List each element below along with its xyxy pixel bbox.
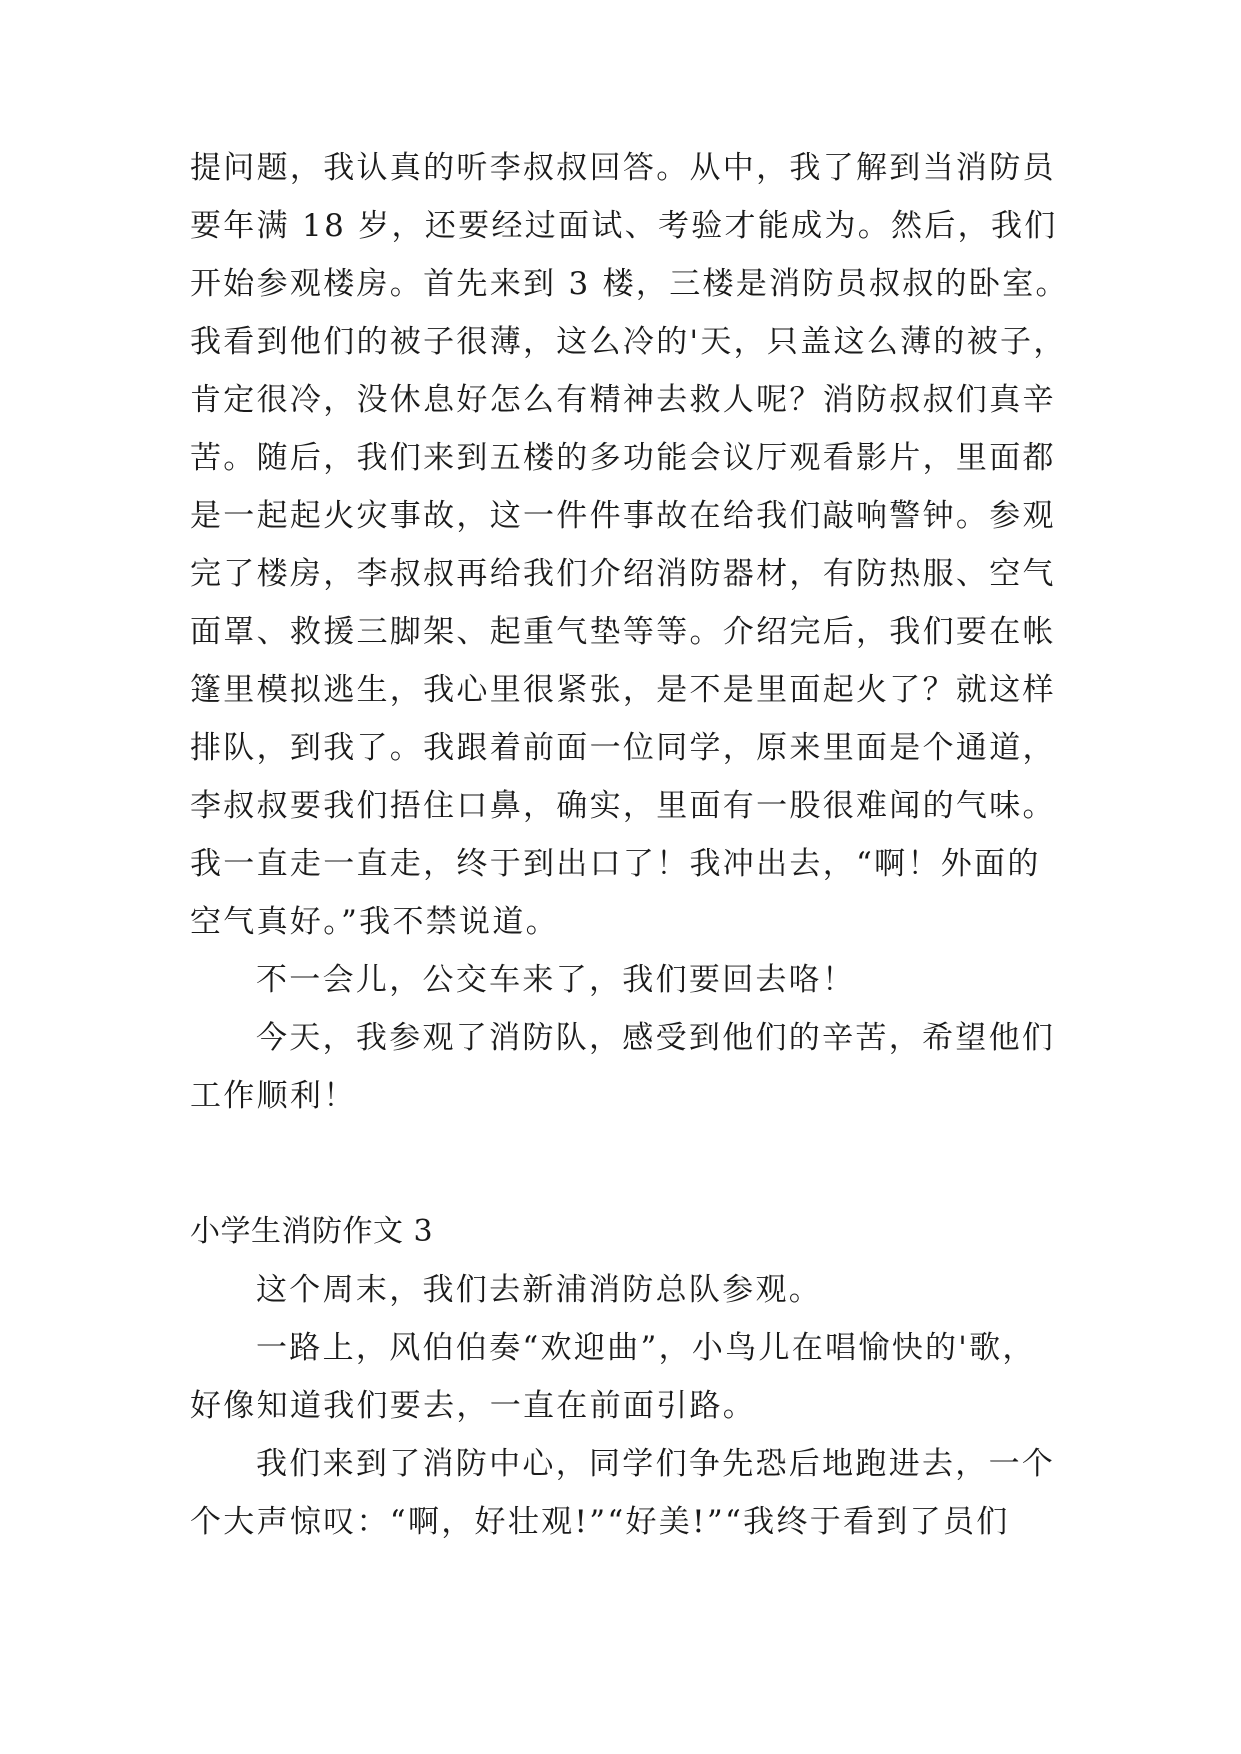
essay3-paragraph3-line2: 个大声惊叹：“啊，好壮观!”“好美!”“我终于看到了员们 [190, 1504, 1010, 1540]
body-text-line: 篷里模拟逃生，我心里很紧张，是不是里面起火了？就这样 [190, 672, 1056, 708]
body-text-line: 李叔叔要我们捂住口鼻，确实，里面有一股很难闻的气味。 [190, 788, 1056, 824]
essay3-paragraph2-line1: 一路上，风伯伯奏“欢迎曲”，小鸟儿在唱愉快的'歌， [256, 1330, 1036, 1366]
body-text-line: 排队，到我了。我跟着前面一位同学，原来里面是个通道， [190, 730, 1056, 766]
paragraph-bus: 不一会儿，公交车来了，我们要回去咯！ [256, 962, 856, 998]
essay3-paragraph2-line2: 好像知道我们要去，一直在前面引路。 [190, 1388, 757, 1424]
body-text-line: 提问题，我认真的听李叔叔回答。从中，我了解到当消防员 [190, 150, 1056, 186]
body-text-line: 开始参观楼房。首先来到 3 楼，三楼是消防员叔叔的卧室。 [190, 266, 1069, 302]
body-text-line: 肯定很冷，没休息好怎么有精神去救人呢？消防叔叔们真辛 [190, 382, 1056, 418]
body-text-line: 空气真好。”我不禁说道。 [190, 904, 559, 940]
paragraph-today-line1: 今天，我参观了消防队，感受到他们的辛苦，希望他们 [256, 1020, 1056, 1056]
body-text-line: 是一起起火灾事故，这一件件事故在给我们敲响警钟。参观 [190, 498, 1056, 534]
essay-title: 小学生消防作文 3 [190, 1214, 434, 1249]
body-text-line: 苦。随后，我们来到五楼的多功能会议厅观看影片，里面都 [190, 440, 1056, 476]
body-text-line: 我看到他们的被子很薄，这么冷的'天，只盖这么薄的被子， [190, 324, 1067, 360]
body-text-line: 完了楼房，李叔叔再给我们介绍消防器材，有防热服、空气 [190, 556, 1056, 592]
body-text-line: 面罩、救援三脚架、起重气垫等等。介绍完后，我们要在帐 [190, 614, 1056, 650]
essay3-paragraph1: 这个周末，我们去新浦消防总队参观。 [256, 1272, 823, 1308]
body-text-line: 要年满 18 岁，还要经过面试、考验才能成为。然后，我们 [190, 208, 1058, 244]
paragraph-today-line2: 工作顺利！ [190, 1078, 357, 1114]
essay3-paragraph3-line1: 我们来到了消防中心，同学们争先恐后地跑进去，一个 [256, 1446, 1056, 1482]
body-text-line: 我一直走一直走，终于到出口了！我冲出去，“啊！外面的 [190, 846, 1041, 882]
